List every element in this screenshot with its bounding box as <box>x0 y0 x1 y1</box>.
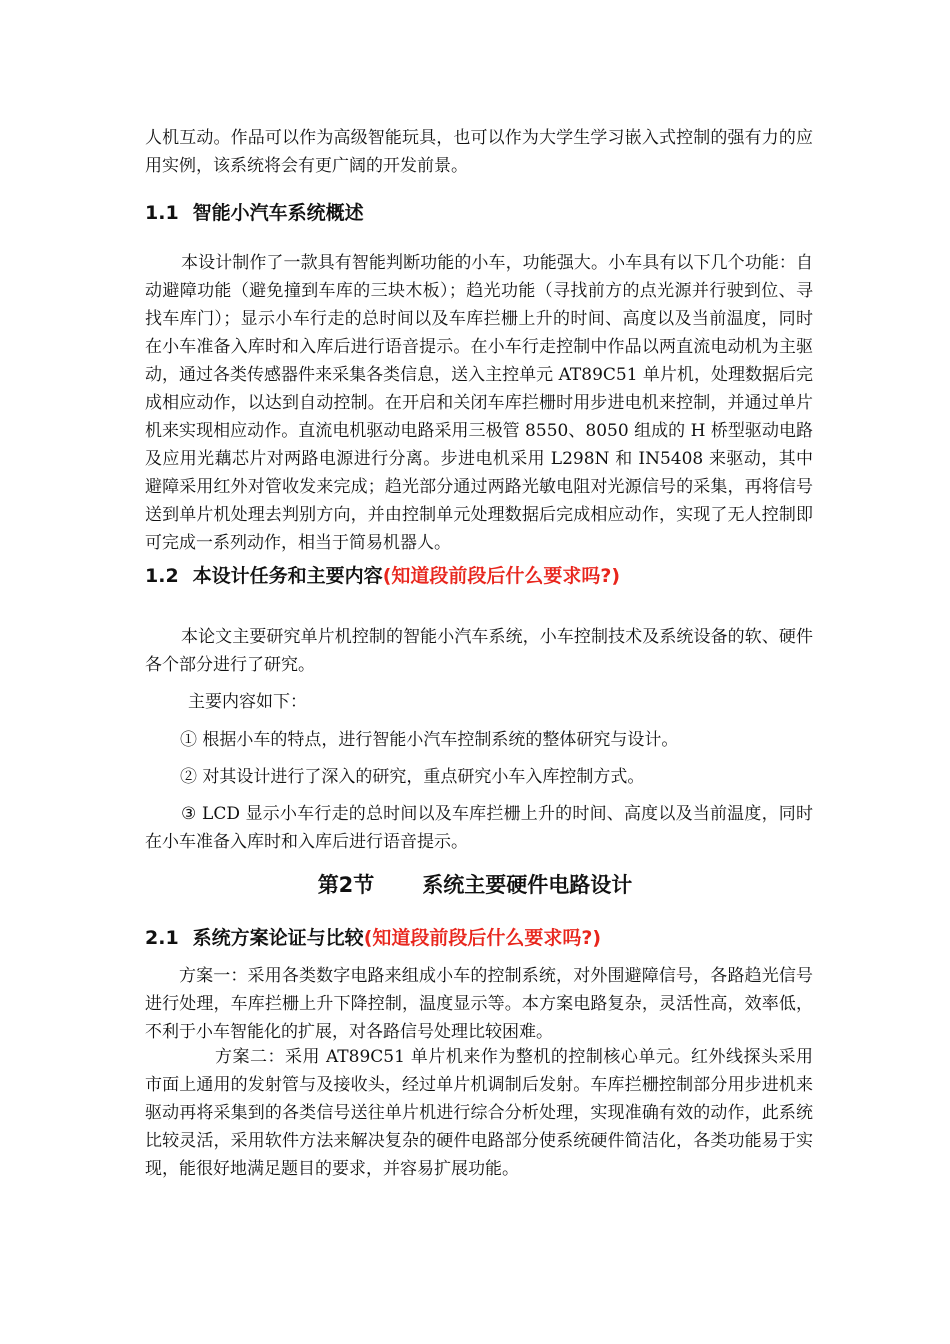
list-intro: 主要内容如下： <box>188 692 307 712</box>
list-item-2: ② 对其设计进行了深入的研究，重点研究小车入库控制方式。 <box>180 767 645 787</box>
section-number: 1.1 <box>145 202 179 224</box>
list-item-3: ③ LCD 显示小车行走的总时间以及车库拦栅上升的时间、高度以及当前温度，同时在小车准备入库时和入库后进行语音提示。 <box>145 804 813 852</box>
plan-1-paragraph: 方案一：采用各类数字电路来组成小车的控制系统，对外围避障信号，各路趋光信号进行处理，车库拦栅上升下降控制，温度显示等。本方案电路复杂，灵活性高，效率低，不利于小车智能化的扩展，对各路信号处理比较困难。 <box>145 966 813 1042</box>
section-annotation: (知道段前段后什么要求吗?) <box>382 565 621 587</box>
section-number: 2.1 <box>145 927 179 949</box>
section-1-2-body: 本论文主要研究单片机控制的智能小汽车系统，小车控制技术及系统设备的软、硬件各个部分进行了研究。 <box>145 627 813 675</box>
intro-paragraph-tail: 人机互动。作品可以作为高级智能玩具，也可以作为大学生学习嵌入式控制的强有力的应用实例，该系统将会有更广阔的开发前景。 <box>145 128 813 176</box>
section-2-1-heading <box>145 924 601 952</box>
section-1-1-heading <box>145 199 364 227</box>
chapter-2-heading <box>0 870 950 900</box>
section-title: 智能小汽车系统概述 <box>192 202 364 224</box>
section-number: 1.2 <box>145 565 179 587</box>
section-title: 本设计任务和主要内容 <box>192 565 383 587</box>
chapter-title: 系统主要硬件电路设计 <box>422 873 633 897</box>
section-1-2-heading <box>145 562 620 590</box>
list-item-1: ① 根据小车的特点，进行智能小汽车控制系统的整体研究与设计。 <box>180 730 679 750</box>
section-annotation: (知道段前段后什么要求吗?) <box>363 927 602 949</box>
section-1-1-body: 本设计制作了一款具有智能判断功能的小车，功能强大。小车具有以下几个功能：自动避障功能（避免撞到车库的三块木板）；趋光功能（寻找前方的点光源并行驶到位、寻找车库门）；显示小车行走的总时间以及车库拦栅上升的时间、高度以及当前温度，同时在小车准备入库时和入库后进行语音提示。在小车行走控制中作品以两直流电动机为主驱动，通过各类传感器件来采集各类信息，送入主控单元 AT89C51 单片机，处理数据后完成相应动作，以达到自动控制。在开启和关闭车库拦栅时用步进电机来控制，并通过单片机来实现相应动作。直流电机驱动电路采用三极管 8550、8050 组成的 H 桥型驱动电路及应用光藕芯片对两路电源进行分离。步进电机采用 L298N 和 IN5408 来驱动，其中避障采用红外对管收发来完成；趋光部分通过两路光敏电阻对光源信号的采集，再将信号送到单片机处理去判别方向，并由控制单元处理数据后完成相应动作，实现了无人控制即可完成一系列动作，相当于简易机器人。 <box>145 253 813 553</box>
plan-2-paragraph: 方案二：采用 AT89C51 单片机来作为整机的控制核心单元。红外线探头采用市面上通用的发射管与及接收头，经过单片机调制后发射。车库拦栅控制部分用步进机来驱动再将采集到的各类信号送往单片机进行综合分析处理，实现准确有效的动作，此系统比较灵活，采用软件方法来解决复杂的硬件电路部分使系统硬件简洁化，各类功能易于实现，能很好地满足题目的要求，并容易扩展功能。 <box>145 1047 813 1179</box>
chapter-label: 第2节 <box>317 873 375 897</box>
section-title: 系统方案论证与比较 <box>192 927 364 949</box>
